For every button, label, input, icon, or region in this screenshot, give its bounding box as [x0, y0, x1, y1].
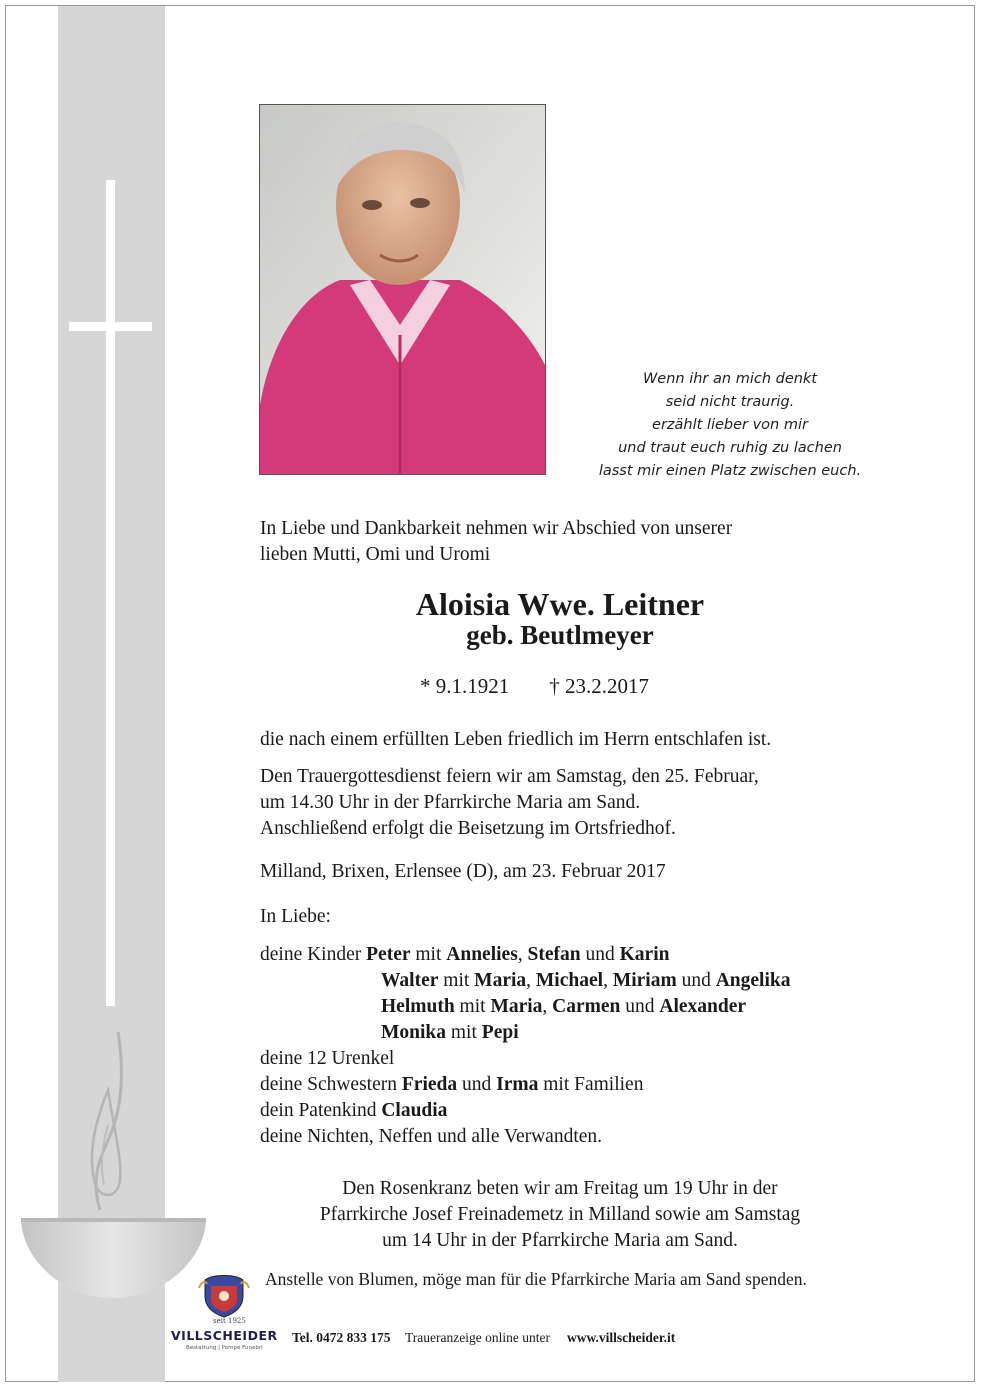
poem-line: seid nicht traurig.: [665, 394, 795, 410]
flame-icon: [78, 1030, 138, 1220]
service-line-3: Anschließend erfolgt die Beisetzung im Ortsfriedhof.: [260, 818, 676, 839]
brand-name: VILLSCHEIDER: [171, 1328, 278, 1343]
cross-icon: [106, 180, 115, 1006]
service-line-1: Den Trauergottesdienst feiern wir am Samstag, den 25. Februar,: [260, 766, 759, 787]
children-line-2: Walter mit Maria, Michael, Miriam und Angelika: [381, 970, 791, 991]
deceased-name: Aloisia Wwe. Leitner: [415, 586, 705, 622]
portrait-photo: [259, 104, 546, 475]
in-liebe-label: In Liebe:: [260, 906, 331, 927]
phone-number: Tel. 0472 833 175: [292, 1330, 391, 1345]
children-line-3: Helmuth mit Maria, Carmen und Alexander: [381, 996, 747, 1017]
sisters-line: deine Schwestern Frieda und Irma mit Familien: [260, 1074, 644, 1095]
birth-name: geb. Beutlmeyer: [466, 620, 654, 650]
rosary-line: Pfarrkirche Josef Freinademetz in Milland sowie am Samstag: [319, 1204, 801, 1225]
website-link[interactable]: www.villscheider.it: [567, 1330, 676, 1345]
rosary-line: Den Rosenkranz beten wir am Freitag um 19 Uhr in der: [342, 1178, 778, 1199]
coat-of-arms-icon: [197, 1274, 251, 1318]
place-date: Milland, Brixen, Erlensee (D), am 23. Februar 2017: [260, 861, 666, 882]
children-line-4: Monika mit Pepi: [381, 1022, 519, 1043]
bowl-icon: [21, 1218, 206, 1300]
since-label: seit 1925: [213, 1317, 246, 1325]
cross-icon-beam: [69, 322, 152, 331]
poem-line: lasst mir einen Platz zwischen euch.: [598, 463, 862, 479]
rosary-text: [240, 1176, 880, 1254]
online-label: Traueranzeige online unter: [405, 1330, 550, 1345]
death-date: † 23.2.2017: [549, 674, 649, 698]
service-line-2: um 14.30 Uhr in der Pfarrkirche Maria am Sand.: [260, 792, 641, 813]
poem-line: erzählt lieber von mir: [652, 417, 808, 433]
children-line-1: deine Kinder Peter mit Annelies, Stefan und Karin: [260, 944, 670, 965]
godchild-line: dein Patenkind Claudia: [260, 1100, 448, 1121]
poem: [560, 368, 900, 483]
great-grandchildren: deine 12 Urenkel: [260, 1048, 395, 1069]
life-dates: [420, 674, 649, 699]
poem-line: und traut euch ruhig zu lachen: [618, 440, 842, 456]
after-dates-text: die nach einem erfüllten Leben friedlich im Herrn entschlafen ist.: [260, 729, 772, 750]
intro-line-1: In Liebe und Dankbarkeit nehmen wir Abschied von unserer: [260, 518, 733, 539]
poem-line: Wenn ihr an mich denkt: [642, 371, 818, 387]
donation-text: Anstelle von Blumen, möge man für die Pfarrkirche Maria am Sand spenden.: [265, 1269, 807, 1289]
rosary-line: um 14 Uhr in der Pfarrkirche Maria am Sand.: [382, 1230, 738, 1251]
birth-date: * 9.1.1921: [420, 674, 510, 698]
relatives-line: deine Nichten, Neffen und alle Verwandten.: [260, 1126, 603, 1147]
intro-line-2: lieben Mutti, Omi und Uromi: [260, 544, 491, 565]
brand-subtitle: Bestattung | Pompe Funebri: [186, 1345, 263, 1351]
